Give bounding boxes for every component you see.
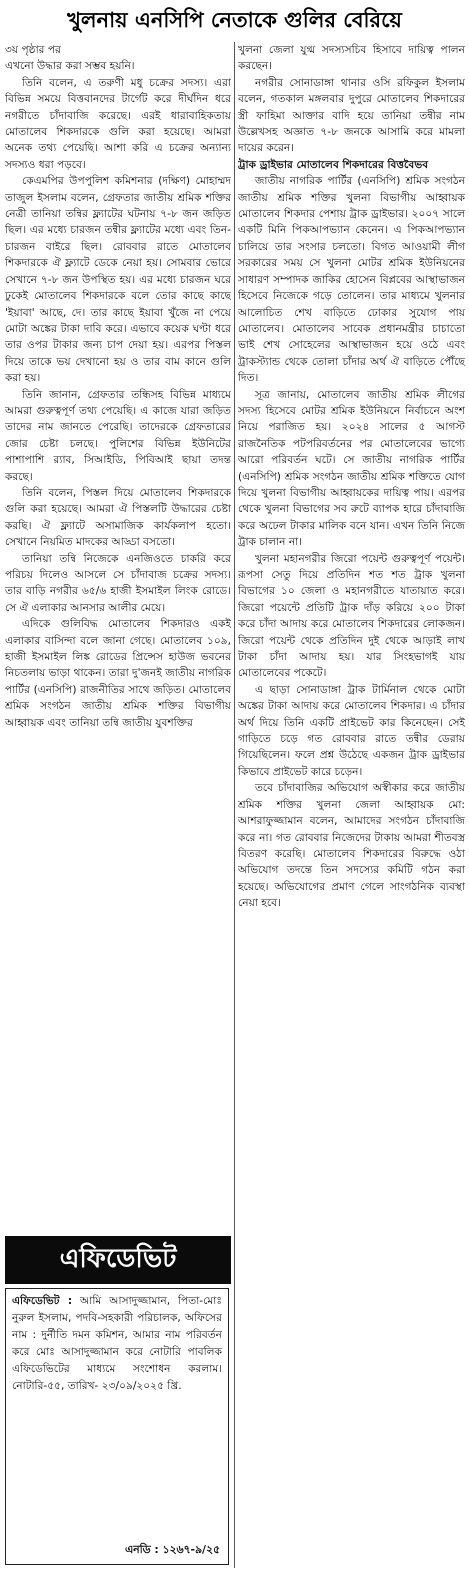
article-paragraph: কেএমপির উপপুলিশ কমিশনার (দক্ষিণ) মোহাম্মদ তাজুল ইসলাম বলেন, গ্রেফতার জাতীয় শ্রমিক শক্তির নেত্রী তানিয়া তন্বির ফ্ল্যাটের ঘটনায় ৭-৮ জন জড়িত ছিল। এর মধ্যে চারজন তন্বীর ফ্ল্যাটের মধ্যে এবং তিন-চারজন বাইরে ছিল। রোববার রাতে মোতালেব শিকদারকে ঐ ফ্ল্যাটে ডেকে নেয়া হয়। সোমবার ভোরে সেখানে ৭-৮ জন উপস্থিত হয়। এর মধ্যে চারজন ঘরে ঢুকেই মোতালেব শিকদারকে বলে তোর কাছে কাছে 'ইয়াবা' আছে, দে। তার কাছে ইয়াবা খুঁজে না পেয়ে মোটা অঙ্কের টাকা দাবি করে। এভাবে কয়েক ঘণ্টা ধরে তার ওপর টাকার জন্য চাপ দেয়া হয়। এরপর পিস্তল দিয়ে তাকে ভয় দেখানো হয় ও তার বাম কানে গুলি করা হয়।	[5, 175, 231, 385]
affidavit-title: এফিডেভিট	[5, 1236, 231, 1284]
article-subheading: ট্রাক ড্রাইভার মোতালেব শিকদারের বিত্তবৈভব	[238, 158, 429, 171]
article-column-right	[238, 42, 465, 1568]
article-paragraph: খুলনা জেলা যুগ্ম সদস্যসচিব হিসাবে দায়িত্ব পালন করছেন।	[238, 44, 465, 73]
article-paragraph: এদিকে গুলিবিদ্ধ মোতালেব শিকদারও একই এলাকার বাসিন্দা বলে জানা গেছে। মোতালেব ১০৯, হাজী ইসমাইল লিঙ্ক রোডের প্রিন্সেস হাউজ ভবনের নিচতলায় ভাড়া থাকেন। তারা দু'জনই জাতীয় নাগরিক পার্টির (এনসিপি) রাজনীতির সাথে জড়িত। মোতালেব শ্রমিক সংগঠন জাতীয় শ্রমিক শক্তির বিভাগীয় আহ্বায়ক এবং তানিয়া তন্বি জাতীয় যুবশক্তির	[5, 618, 231, 729]
article-paragraph: নগরীর সোনাডাঙ্গা থানার ওসি রফিকুল ইসলাম বলেন, গতকাল মঙ্গলবার দুপুরে মোতালেব শিকদারের স্ত্রী ফাহিমা আক্তার বাদি হয়ে তানিয়া তন্বীর নাম উল্লেখসহ অজ্ঞাত ৭-৮ জনকে আসামি করে মামলা দায়ের করেন।	[238, 76, 465, 155]
article-paragraph: তবে চাঁদাবাজির অভিযোগ অস্বীকার করে জাতীয় শ্রমিক শক্তির খুলনা জেলা আহ্বায়ক মো: আশরাফুজ্জামান বলেন, আমাদের সংগঠন চাঁদাবাজি করে না। গত রোববার নিজেদের টাকায় আমরা শীতবস্ত্র বিতরণ করেছি। মোতালেব শিকদারের বিরুদ্ধে ওঠা অভিযোগ তদন্তে তিন সদস্যের কমিটি গঠন করা হয়েছে। অভিযোগের প্রমাণ গেলে সাংগঠনিক ব্যবস্থা নেয়া হবে।	[238, 782, 465, 910]
article-headline: খুলনায় এনসিপি নেতাকে গুলির বেরিয়ে	[67, 7, 402, 32]
article-column-left	[5, 42, 231, 1070]
affidavit-reference: এনডি : ১২৬৭-৯/২৫	[124, 1543, 220, 1556]
affidavit-notice	[5, 1288, 229, 1565]
article-paragraph: তিনি জানান, গ্রেফতার তন্ধিসহ বিভিন্ন মাধ্যমে আমরা গুরুত্বপূর্ণ তথ্য পেয়েছি। এ কাজে যারা জড়িত তাদের নাম জানতে পেরেছি। তাদেরকে গ্রেফতারের জোর চেষ্টা চলছে। পুলিশের বিভিন্ন ইউনিটের পাশাপাশি র‍্যাব, সিআইডি, পিবিআই ছায়া তদন্ত করছে।	[5, 388, 231, 483]
article-paragraph: সূত্র জানায়, মোতালেব জাতীয় শ্রমিক লীগের সদস্য হিসেবে মোটর শ্রমিক ইউনিয়নে নির্বাচনে অংশ নিয়ে পরাজিত হয়। ২০২৪ সালের ৫ আগস্ট রাজনৈতিক পটপরিবর্তনের পর মোতালেবের ভাগ্যে আরো পরিবর্তন ঘটে। সে জাতীয় নাগরিক পার্টির (এনসিপি) শ্রমিক সংগঠন জাতীয় শ্রমিক শক্তিতে যোগ দিয়ে খুলনা বিভাগীয় আহ্বায়কের দায়িত্ব পায়। এরপর থেকে খুলনা বিভাগের সব রুটে ব্যাপক হারে চাঁদাবাজি করে অঢেল টাকার মালিক বনে যান। এখন তিনি নিজে ট্রাক চালান না।	[238, 388, 465, 549]
article-paragraph: এখনো উদ্ধার করা সম্ভব হয়নি।	[5, 60, 135, 73]
article-paragraph: জাতীয় নাগরিক পার্টির (এনসিপি) শ্রমিক সংগঠন জাতীয় শ্রমিক শক্তির খুলনা বিভাগীয় আহ্বায়ক মোতালেব শিকদার পেশায় ট্রাক ড্রাইভার। ২০০৭ সালে একটি মিনি পিকআপভ্যান কেনেন। এ পিকআপভ্যান চালিয়ে তার সংসার চলতো। বিগত আওয়ামী লীগ সরকারের সময় সে খুলনা মোটর শ্রমিক ইউনিয়নের সাধারণ সম্পাদক জাকির হোসেন বিপ্লবের আস্থাভাজন হিসেবে নিজেকে গড়ে তোলেন। তার মাধ্যমে খুলনার আলোচিত শেখ বাড়িতে ঢোকার সুযোগ পায় মোতালেব। মোতালেব সাবেক প্রধানমন্ত্রীর চাচাতো ভাই শেখ সোহেলের আস্থাভাজন হয়ে ওঠে এবং ট্রাকস্ট্যান্ড থেকে তোলা চাঁদার অর্থ ঐ বাড়িতে পৌঁছে দিত।	[238, 175, 465, 385]
article-paragraph: তানিয়া তন্বি নিজেকে এনজিওতে চাকরি করে পরিচয় দিলেও আসলে সে চাঁদাবাজ চক্রের সদস্য। তার বাড়ি নগরীর ৬৫/৬ হাজী ইসমাইল লিংক রোডে। সে ঐ এলাকার আনসার আলীর মেয়ে।	[5, 552, 231, 614]
article-paragraph: খুলনা মহানগরীর জিরো পয়েন্ট গুরুত্বপূর্ণ পয়েন্ট। রূপসা সেতু দিয়ে প্রতিদিন শত শত ট্রাক খুলনা বিভাগের ১০ জেলা ও মহানগরীতে যাতায়াত করে। জিরো পয়েন্টে প্রতিটি ট্রাক দাঁড় করিয়ে ২০০ টাকা করে চাঁদা আদায় করে মোতালেব শিকদারের লোকজন। জিরো পয়েন্ট থেকে প্রতিদিন দুই থেকে আড়াই লাখ টাকা চাঁদা আদায় হয়। যার সিংহভাগই যায় মোতালেবের পকেটে।	[238, 552, 465, 680]
affidavit-lead: এফিডেভিট :	[12, 1295, 73, 1307]
article-paragraph: এ ছাড়া সোনাডাঙ্গা ট্রাক টার্মিনাল থেকে মোটা অঙ্কের টাকা আদায় করে মোতালেব শিকদার। এ চাঁদার অর্থ দিয়ে তিনি একটি প্রাইভেট কার কিনেছেন। সেই গাড়িতে চড়ে গত রোববার রাতে তন্বীর ডেরায় গিয়েছিলেন। ফলে প্রশ্ন উঠেছে একজন ট্রাক ড্রাইভার কিভাবে প্রাইভেট কারে চড়েন।	[238, 683, 465, 778]
continued-from-label: ৩য় পৃষ্ঠার পর	[5, 44, 61, 56]
article-paragraph: তিনি বলেন, এ তরুণী মধু চক্রের সদস্য। এরা বিভিন্ন সময়ে বিত্তবানদের টার্গেট করে দীর্ঘদিন ধরে নগরীতে চাঁদাবাজি করেছে। এরই ধারাবাহিকতায় মোতালেব শিকদারকে গুলি করা হয়েছে। আমরা অনেক তথ্য পেয়েছি। আশা করি এ চক্রের অন্যান্য সদস্যও ধরা পড়বে।	[5, 76, 231, 171]
affidavit-body: আমি আসাদুজ্জামান, পিতা-মোঃ নুরুল ইসলাম, পদবি-সহকারী পরিচালক, অফিসের নাম : দুর্নীতি দমন কমিশন, আমার নাম পরিবর্তন করে মোঃ আসাদুজ্জামান করে নোটারি পাবলিক এফিডেভিটের মাধ্যমে সংশোধন করলাম। নোটারি-৫৫, তারিখ- ২৩/০৯/২০২৫ খ্রি.	[12, 1295, 222, 1392]
column-divider	[234, 42, 235, 1568]
article-paragraph: তিনি বলেন, পিস্তল দিয়ে মোতালেব শিকদারকে গুলি করা হয়েছে। আমরা ঐ পিস্তলটি উদ্ধারের চেষ্টা করছি। ঐ ফ্ল্যাটে অসামাজিক কার্যকলাপ হতো। সেখানে নিয়মিত মাদকের আড্ডা বসতো।	[5, 486, 231, 549]
